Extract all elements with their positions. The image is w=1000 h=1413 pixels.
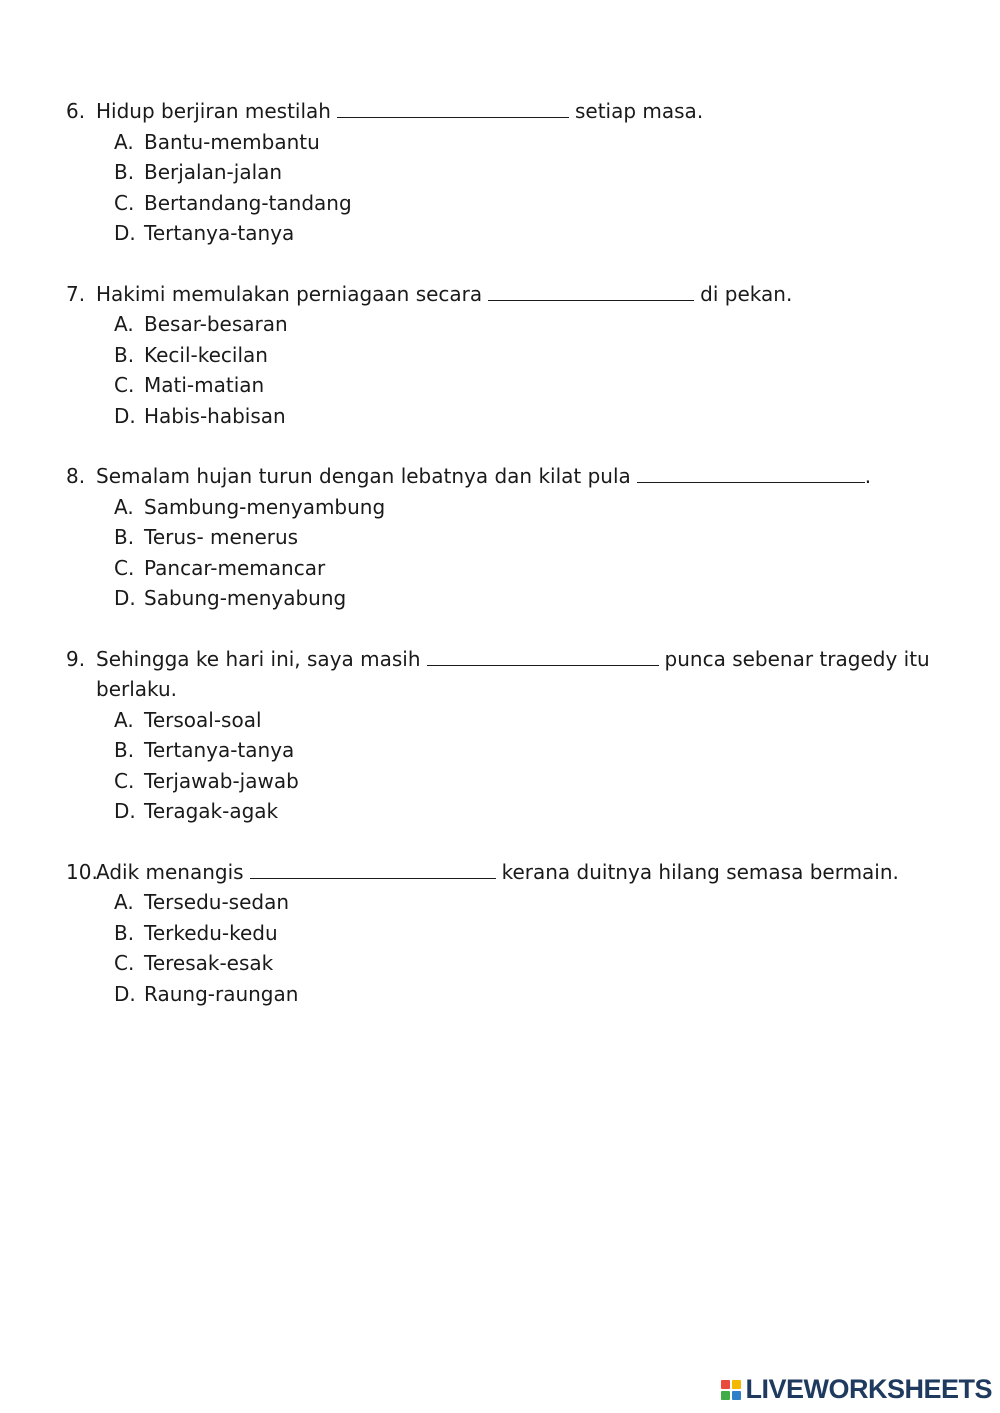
stem-before: Sehingga ke hari ini, saya masih — [96, 646, 421, 671]
stem-after: . — [864, 464, 872, 488]
question-stem — [66, 279, 946, 310]
question-10 — [66, 857, 946, 1010]
logo-icon — [721, 1380, 741, 1400]
logo-text: LIVEWORKSHEETS — [745, 1374, 992, 1404]
option-letter: A. — [114, 312, 134, 336]
option-text: Tertanya-tanya — [144, 738, 295, 762]
answer-blank[interactable] — [427, 648, 659, 666]
stem-before: Semalam hujan turun dengan lebatnya dan kilat pula — [96, 464, 631, 488]
question-number: 8. — [66, 464, 86, 488]
stem-before: Adik menangis — [96, 859, 244, 884]
option-letter: A. — [114, 890, 134, 914]
question-9 — [66, 644, 946, 827]
option-letter: C. — [114, 190, 135, 215]
question-stem — [66, 644, 946, 705]
option-b[interactable] — [114, 340, 946, 371]
liveworksheets-logo — [721, 1374, 992, 1405]
option-letter: D. — [114, 221, 136, 245]
logo-square-icon — [721, 1391, 730, 1400]
stem-after: di pekan. — [700, 281, 793, 306]
options-list — [66, 127, 946, 249]
question-number: 9. — [66, 646, 86, 671]
question-7 — [66, 279, 946, 432]
option-a[interactable] — [114, 492, 946, 523]
option-b[interactable] — [114, 735, 946, 766]
option-text: Tersedu-sedan — [144, 890, 290, 914]
option-letter: C. — [114, 951, 135, 975]
logo-square-icon — [732, 1391, 741, 1400]
logo-square-icon — [721, 1380, 730, 1389]
question-text — [96, 279, 946, 310]
option-text: Teragak-agak — [144, 799, 279, 823]
option-letter: B. — [114, 160, 135, 184]
option-letter: D. — [114, 403, 136, 428]
option-text: Teresak-esak — [144, 951, 274, 975]
option-text: Kecil-kecilan — [144, 342, 268, 367]
option-text: Pancar-memancar — [144, 555, 326, 580]
option-c[interactable] — [114, 553, 946, 584]
option-letter: D. — [114, 981, 136, 1006]
option-text: Tertanya-tanya — [144, 221, 295, 245]
options-list — [66, 705, 946, 827]
option-text: Sabung-menyabung — [144, 586, 347, 610]
question-text — [96, 644, 946, 705]
option-b[interactable] — [114, 522, 946, 553]
option-text: Bertandang-tandang — [144, 190, 352, 215]
option-d[interactable] — [114, 583, 946, 614]
option-a[interactable] — [114, 309, 946, 340]
option-text: Habis-habisan — [144, 403, 286, 428]
option-c[interactable] — [114, 766, 946, 797]
option-text: Tersoal-soal — [144, 707, 262, 732]
option-text: Terkedu-kedu — [144, 920, 278, 945]
option-c[interactable] — [114, 188, 946, 219]
option-text: Terjawab-jawab — [144, 768, 299, 793]
stem-after: kerana duitnya hilang semasa bermain. — [501, 859, 899, 884]
question-number: 10. — [66, 859, 98, 884]
option-letter: B. — [114, 342, 135, 367]
option-letter: A. — [114, 707, 134, 732]
stem-before: Hakimi memulakan perniagaan secara — [96, 281, 483, 306]
answer-blank[interactable] — [250, 861, 496, 879]
question-stem — [66, 96, 946, 127]
option-c[interactable] — [114, 948, 946, 979]
option-a[interactable] — [114, 887, 946, 918]
option-letter: B. — [114, 738, 135, 762]
option-d[interactable] — [114, 979, 946, 1010]
option-b[interactable] — [114, 157, 946, 188]
option-a[interactable] — [114, 705, 946, 736]
option-d[interactable] — [114, 796, 946, 827]
answer-blank[interactable] — [488, 283, 694, 301]
logo-square-icon — [732, 1380, 741, 1389]
option-b[interactable] — [114, 918, 946, 949]
option-text: Sambung-menyambung — [144, 494, 386, 519]
question-text — [96, 857, 946, 888]
option-a[interactable] — [114, 127, 946, 158]
options-list — [66, 309, 946, 431]
question-number: 6. — [66, 99, 86, 123]
option-d[interactable] — [114, 218, 946, 249]
stem-before: Hidup berjiran mestilah — [96, 99, 331, 123]
option-letter: D. — [114, 799, 136, 823]
worksheet — [66, 96, 946, 1039]
question-8 — [66, 461, 946, 614]
option-text: Raung-raungan — [144, 981, 299, 1006]
question-number: 7. — [66, 281, 86, 306]
option-letter: A. — [114, 494, 134, 519]
option-letter: B. — [114, 920, 135, 945]
option-text: Bantu-membantu — [144, 129, 320, 154]
option-text: Besar-besaran — [144, 312, 288, 336]
options-list — [66, 492, 946, 614]
option-text: Berjalan-jalan — [144, 160, 283, 184]
option-letter: B. — [114, 525, 135, 549]
question-text — [96, 96, 946, 127]
answer-blank[interactable] — [337, 100, 569, 118]
options-list — [66, 887, 946, 1009]
option-letter: C. — [114, 768, 135, 793]
option-text: Mati-matian — [144, 373, 265, 397]
question-stem — [66, 461, 946, 492]
option-letter: C. — [114, 555, 135, 580]
question-text — [96, 461, 946, 492]
question-stem — [66, 857, 946, 888]
stem-after: setiap masa. — [574, 99, 704, 123]
question-6 — [66, 96, 946, 249]
option-letter: D. — [114, 586, 136, 610]
answer-blank[interactable] — [637, 465, 865, 483]
option-text: Terus- menerus — [144, 525, 299, 549]
option-letter: C. — [114, 373, 135, 397]
option-d[interactable] — [114, 401, 946, 432]
option-letter: A. — [114, 129, 134, 154]
option-c[interactable] — [114, 370, 946, 401]
stem-after: punca sebenar tragedy itu berlaku. — [96, 646, 930, 701]
